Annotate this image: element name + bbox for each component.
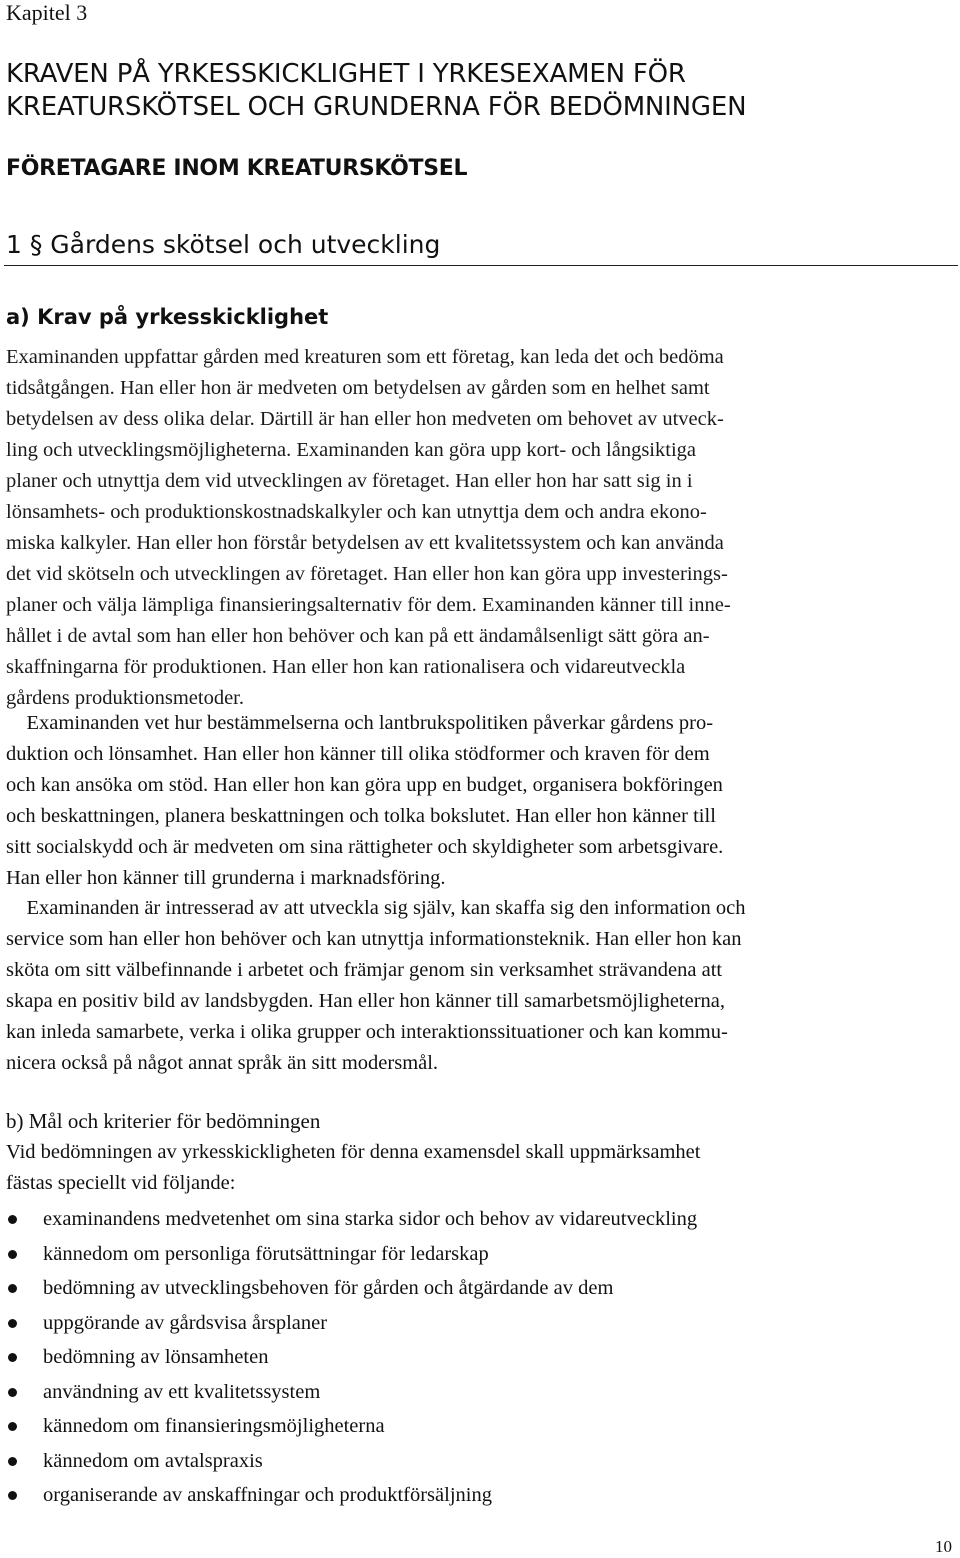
bullet-icon <box>8 1250 17 1259</box>
list-item-text: användning av ett kvalitetssystem <box>43 1380 321 1403</box>
paragraph-line: service som han eller hon behöver och kan utnyttja informationsteknik. Han eller hon kan <box>6 928 742 950</box>
paragraph-line: nicera också på något annat språk än sitt modersmål. <box>6 1052 439 1074</box>
chapter-label: Kapitel 3 <box>6 0 88 25</box>
paragraph-line: lönsamhets- och produktionskostnadskalkyler och kan utnyttja dem och andra ekono- <box>6 501 707 523</box>
list-item-text: examinandens medvetenhet om sina starka sidor och behov av vidareutveckling <box>43 1208 698 1230</box>
bullet-icon <box>8 1284 17 1293</box>
paragraph-line: kan inleda samarbete, verka i olika grupper och interaktionssituationer och kan kommu- <box>6 1021 728 1043</box>
list-item-text: organiserande av anskaffningar och produktförsäljning <box>43 1484 492 1506</box>
document-subtitle: FÖRETAGARE INOM KREATURSKÖTSEL <box>6 156 468 181</box>
page-number: 10 <box>935 1537 952 1556</box>
paragraph-line: skaffningarna för produktionen. Han eller hon kan rationalisera och vidareutveckla <box>6 656 686 678</box>
paragraph-1 <box>6 342 731 714</box>
bullet-icon <box>8 1215 17 1224</box>
list-item-text: kännedom om avtalspraxis <box>43 1449 263 1472</box>
bullet-icon <box>8 1319 17 1328</box>
paragraph-line: hållet i de avtal som han eller hon behöver och kan på ett ändamålsenligt sätt göra an- <box>6 625 710 647</box>
list-item-text: kännedom om finansieringsmöjligheterna <box>43 1415 385 1437</box>
intro-line: fästas speciellt vid följande: <box>6 1172 236 1194</box>
paragraph-line: sitt socialskydd och är medveten om sina rättigheter och skyldigheter som arbetsgivare. <box>6 836 724 858</box>
section-title: 1 § Gårdens skötsel och utveckling <box>6 230 441 259</box>
paragraph-line: sköta om sitt välbefinnande i arbetet och främjar genom sin verksamhet strävandena att <box>6 959 723 981</box>
paragraph-line: betydelsen av dess olika delar. Därtill är han eller hon medveten om behovet av utveck- <box>6 408 724 430</box>
bullet-icon <box>8 1353 17 1362</box>
list-item-text: bedömning av lönsamheten <box>43 1346 269 1368</box>
bullet-icon <box>8 1457 17 1466</box>
bullet-icon <box>8 1491 17 1500</box>
paragraph-line: miska kalkyler. Han eller hon förstår betydelsen av ett kvalitetssystem och kan använda <box>6 532 724 554</box>
paragraph-line: gårdens produktionsmetoder. <box>6 687 244 709</box>
section-divider <box>4 265 958 266</box>
paragraph-line: det vid skötseln och utvecklingen av företaget. Han eller hon kan göra upp investerings- <box>6 563 728 585</box>
paragraph-3 <box>6 893 745 1079</box>
paragraph-line: Examinanden vet hur bestämmelserna och lantbrukspolitiken påverkar gårdens pro- <box>6 712 714 734</box>
paragraph-line: ling och utvecklingsmöjligheterna. Examinanden kan göra upp kort- och långsiktiga <box>6 439 696 461</box>
paragraph-line: Examinanden är intresserad av att utveckla sig själv, kan skaffa sig den information och <box>6 897 746 919</box>
paragraph-line: Examinanden uppfattar gården med kreaturen som ett företag, kan leda det och bedöma <box>6 346 724 368</box>
paragraph-line: Han eller hon känner till grunderna i marknadsföring. <box>6 867 446 889</box>
bullet-icon <box>8 1422 17 1431</box>
paragraph-line: planer och utnyttja dem vid utvecklingen av företaget. Han eller hon har satt sig in i <box>6 470 693 492</box>
paragraph-line: och beskattningen, planera beskattningen och tolka bokslutet. Han eller hon känner till <box>6 805 716 827</box>
list-item-text: uppgörande av gårdsvisa årsplaner <box>43 1311 328 1334</box>
document-title-line-1: KRAVEN PÅ YRKESSKICKLIGHET I YRKESEXAMEN FÖR <box>6 59 686 89</box>
paragraph-line: duktion och lönsamhet. Han eller hon känner till olika stödformer och kraven för dem <box>6 743 710 765</box>
paragraph-line: skapa en positiv bild av landsbygden. Han eller hon känner till samarbetsmöjligheterna, <box>6 990 726 1012</box>
paragraph-line: tidsåtgången. Han eller hon är medveten om betydelsen av gården som en helhet samt <box>6 377 710 399</box>
bullet-icon <box>8 1388 17 1397</box>
document-title-line-2: KREATURSKÖTSEL OCH GRUNDERNA FÖR BEDÖMNINGEN <box>6 92 747 122</box>
list-item-text: bedömning av utvecklingsbehoven för gården och åtgärdande av dem <box>43 1277 614 1299</box>
intro-line: Vid bedömningen av yrkesskickligheten för denna examensdel skall uppmärksamhet <box>6 1141 701 1163</box>
list-item-text: kännedom om personliga förutsättningar för ledarskap <box>43 1242 489 1265</box>
paragraph-line: planer och välja lämpliga finansieringsalternativ för dem. Examinanden känner till inne- <box>6 594 731 616</box>
subsection-heading-b: b) Mål och kriterier för bedömningen <box>6 1109 321 1133</box>
criteria-intro <box>6 1137 700 1199</box>
paragraph-line: och kan ansöka om stöd. Han eller hon kan göra upp en budget, organisera bokföringen <box>6 774 723 796</box>
subsection-heading-a: a) Krav på yrkesskicklighet <box>6 305 329 329</box>
paragraph-2 <box>6 708 723 894</box>
